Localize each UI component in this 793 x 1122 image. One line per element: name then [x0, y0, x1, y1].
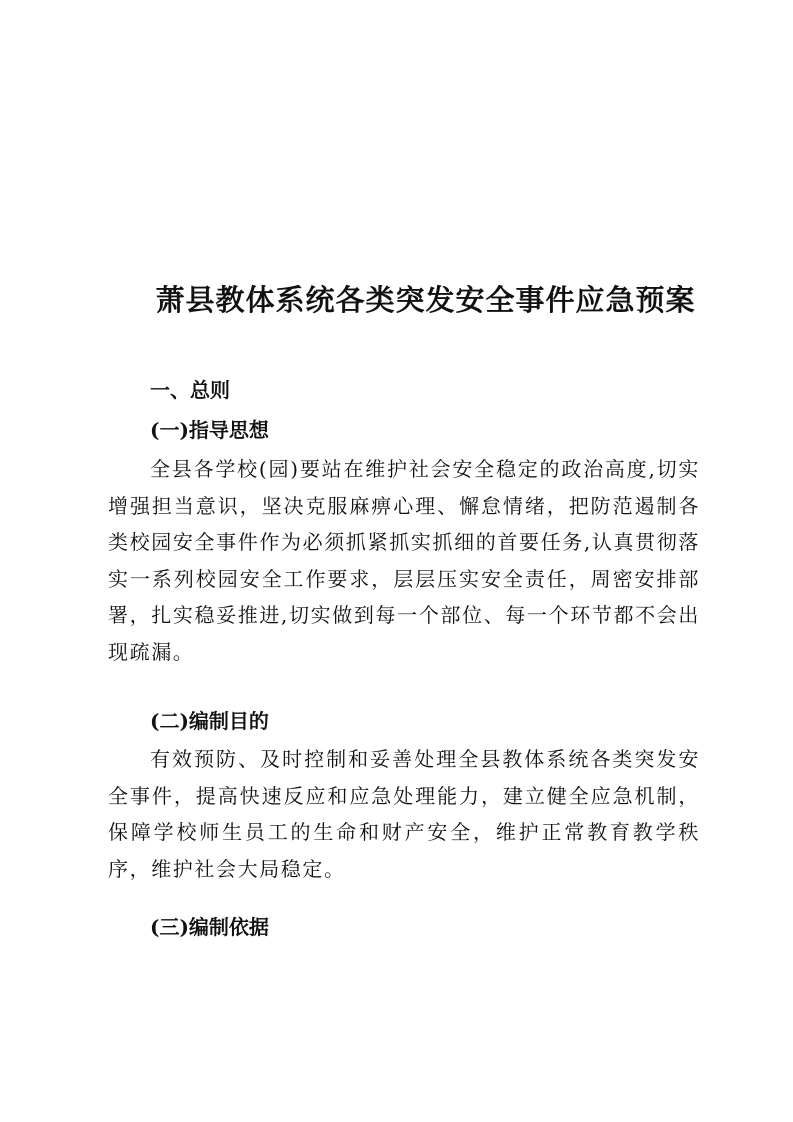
subheading-basis: (三)编制依据 [150, 915, 269, 939]
section-heading-general: 一、总则 [150, 378, 230, 402]
subheading-purpose: (二)编制目的 [150, 709, 269, 733]
subheading-guiding-ideology: (一)指导思想 [150, 418, 269, 442]
paragraph-purpose: 有效预防、及时控制和妥善处理全县教体系统各类突发安全事件，提高快速反应和应急处理能力，建立健全应急机制，保障学校师生员工的生命和财产安全，维护正常教育教学秩序，维护社会大局稳定。 [108, 747, 700, 881]
document-title: 萧县教体系统各类突发安全事件应急预案 [155, 283, 696, 317]
paragraph-guiding-ideology: 全县各学校(园)要站在维护社会安全稳定的政治高度,切实增强担当意识，坚决克服麻痹心理、懈怠情绪，把防范遏制各类校园安全事件作为必须抓紧抓实抓细的首要任务,认真贯彻落实一系列校园安全工作要求，层层压实安全责任，周密安排部署，扎实稳妥推进,切实做到每一个部位、每一个环节都不会出现疏漏。 [108, 457, 700, 664]
